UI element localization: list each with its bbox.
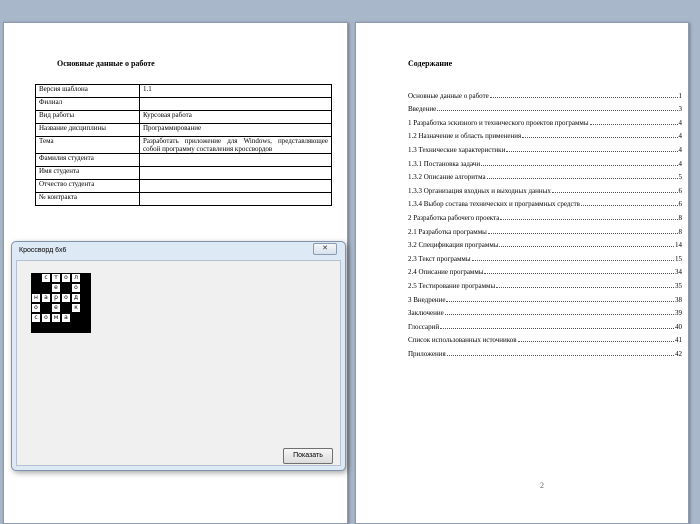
toc-entry-title: 1.3.3 Организация входных и выходных данных	[408, 186, 551, 195]
crossword-cell-blocked	[61, 323, 71, 333]
table-row	[36, 111, 332, 124]
toc-leader-dots	[506, 151, 677, 152]
toc-entry-title: Список использованных источников	[408, 336, 517, 345]
toc-entry[interactable]	[408, 290, 682, 304]
toc-entry[interactable]	[408, 263, 682, 277]
crossword-grid	[31, 273, 91, 333]
crossword-cell-blocked	[81, 273, 91, 283]
row-value	[140, 98, 332, 111]
toc-entry-page: 35	[675, 281, 682, 290]
row-label: Версия шаблона	[36, 85, 140, 98]
crossword-cell: о	[31, 303, 41, 313]
toc-entry[interactable]	[408, 195, 682, 209]
crossword-cell: е	[51, 283, 61, 293]
row-value	[140, 193, 332, 206]
crossword-cell: о	[71, 283, 81, 293]
toc-entry[interactable]	[408, 140, 682, 154]
crossword-cell-blocked	[31, 283, 41, 293]
toc-entry-page: 4	[678, 145, 682, 154]
row-label: Тема	[36, 137, 140, 154]
toc-leader-dots	[518, 341, 674, 342]
toc-entry-title: 1 Разработка эскизного и технического проектов программы	[408, 118, 589, 127]
crossword-cell: е	[51, 303, 61, 313]
row-label: Фамилия студента	[36, 154, 140, 167]
toc-entry-page: 39	[675, 309, 682, 318]
table-row	[36, 124, 332, 137]
toc-entry-title: 2.4 Описание программы	[408, 268, 484, 277]
toc-entry[interactable]	[408, 100, 682, 114]
toc-entry-title: 3 Внедрение	[408, 295, 446, 304]
crossword-cell-blocked	[61, 303, 71, 313]
close-button[interactable]: ✕	[313, 243, 337, 255]
row-label: Филиал	[36, 98, 140, 111]
crossword-cell-blocked	[81, 293, 91, 303]
crossword-cell: т	[51, 273, 61, 283]
crossword-cell-blocked	[81, 313, 91, 323]
crossword-cell: а	[41, 293, 51, 303]
row-value: Программирование	[140, 124, 332, 137]
toc-entry[interactable]	[408, 249, 682, 263]
crossword-cell-blocked	[81, 323, 91, 333]
toc-entry-title: 1.3.2 Описание алгоритма	[408, 173, 486, 182]
row-label: Вид работы	[36, 111, 140, 124]
toc-entry[interactable]	[408, 127, 682, 141]
toc-entry[interactable]	[408, 86, 682, 100]
toc-entry-page: 6	[678, 200, 682, 209]
toc-entry-title: 1.2 Назначение и область применения	[408, 132, 522, 141]
row-value: Курсовая работа	[140, 111, 332, 124]
toc-leader-dots	[496, 287, 674, 288]
toc-entry-title: Глоссарий	[408, 322, 440, 331]
toc-leader-dots	[499, 246, 674, 247]
toc-leader-dots	[490, 97, 678, 98]
crossword-cell: р	[51, 293, 61, 303]
crossword-cell: с	[41, 273, 51, 283]
crossword-cell-blocked	[41, 303, 51, 313]
row-label: Отчество студента	[36, 180, 140, 193]
page-number: 2	[540, 481, 544, 490]
toc-entry-title: 2 Разработка рабочего проекта	[408, 213, 500, 222]
toc-entry-page: 41	[675, 336, 682, 345]
toc-leader-dots	[487, 178, 678, 179]
dialog-content	[16, 260, 341, 466]
crossword-cell-blocked	[31, 323, 41, 333]
toc-leader-dots	[581, 205, 678, 206]
toc-entry-title: Основные данные о работе	[408, 91, 489, 100]
toc-leader-dots	[440, 328, 674, 329]
toc-entry-page: 34	[675, 268, 682, 277]
toc-leader-dots	[481, 165, 677, 166]
toc-entry[interactable]	[408, 113, 682, 127]
toc-entry-page: 4	[678, 159, 682, 168]
toc-entry-title: 2.3 Текст программы	[408, 254, 471, 263]
dialog-title: Кроссворд 6х6	[19, 247, 67, 254]
crossword-cell: а	[61, 313, 71, 323]
toc-entry[interactable]	[408, 331, 682, 345]
crossword-cell-blocked	[61, 283, 71, 293]
table-row	[36, 85, 332, 98]
toc-leader-dots	[484, 273, 674, 274]
toc-leader-dots	[590, 124, 678, 125]
toc-entry-title: 2.1 Разработка программы	[408, 227, 487, 236]
crossword-cell: м	[51, 313, 61, 323]
toc-entry-page: 4	[678, 118, 682, 127]
crossword-cell-blocked	[81, 303, 91, 313]
crossword-cell: л	[71, 273, 81, 283]
crossword-cell-blocked	[71, 323, 81, 333]
toc-entry-page: 6	[678, 186, 682, 195]
toc-entry[interactable]	[408, 344, 682, 358]
toc-entry[interactable]	[408, 304, 682, 318]
show-button[interactable]: Показать	[283, 448, 333, 464]
crossword-cell: о	[61, 273, 71, 283]
crossword-cell: о	[41, 313, 51, 323]
crossword-cell-blocked	[51, 323, 61, 333]
toc-entry[interactable]	[408, 168, 682, 182]
toc-entry-title: Введение	[408, 105, 437, 114]
row-value: Разработать приложение для Windows, представляющее собой программу составления кроссвордов	[140, 137, 332, 154]
toc-entry[interactable]	[408, 222, 682, 236]
toc-entry-page: 4	[678, 132, 682, 141]
table-row	[36, 154, 332, 167]
toc-entry-title: 1.3.1 Постановка задачи	[408, 159, 481, 168]
toc-leader-dots	[437, 110, 677, 111]
toc-entry-title: Приложения	[408, 349, 446, 358]
toc-leader-dots	[472, 260, 674, 261]
toc-entry-page: 38	[675, 295, 682, 304]
table-row	[36, 180, 332, 193]
toc-entry-title: 2.5 Тестирование программы	[408, 281, 496, 290]
row-value	[140, 180, 332, 193]
toc-entry-page: 1	[678, 91, 682, 100]
toc-entry-title: 1.3 Технические характеристики	[408, 145, 506, 154]
row-value	[140, 154, 332, 167]
document-page-right	[355, 22, 689, 524]
crossword-cell: о	[61, 293, 71, 303]
row-value	[140, 167, 332, 180]
toc-entry-title: Заключение	[408, 309, 444, 318]
toc-entry[interactable]	[408, 181, 682, 195]
crossword-cell-blocked	[41, 323, 51, 333]
toc-leader-dots	[500, 219, 677, 220]
toc-entry[interactable]	[408, 236, 682, 250]
toc-entry[interactable]	[408, 317, 682, 331]
crossword-cell: н	[31, 293, 41, 303]
table-row	[36, 167, 332, 180]
work-info-table	[35, 84, 332, 206]
crossword-cell-blocked	[41, 283, 51, 293]
row-label: Название дисциплины	[36, 124, 140, 137]
crossword-cell-blocked	[71, 313, 81, 323]
page-heading: Основные данные о работе	[57, 59, 155, 68]
toc-leader-dots	[552, 192, 678, 193]
toc-entry-page: 15	[675, 254, 682, 263]
toc-entry-page: 5	[678, 173, 682, 182]
table-of-contents	[408, 86, 682, 358]
toc-leader-dots	[488, 233, 678, 234]
row-value: 1.1	[140, 85, 332, 98]
toc-leader-dots	[522, 137, 677, 138]
crossword-cell-blocked	[31, 273, 41, 283]
toc-entry-title: 3.2 Спецификация программы	[408, 241, 499, 250]
table-row	[36, 137, 332, 154]
table-row	[36, 193, 332, 206]
crossword-cell: д	[71, 293, 81, 303]
toc-leader-dots	[446, 301, 674, 302]
crossword-dialog	[11, 241, 346, 471]
toc-entry[interactable]	[408, 208, 682, 222]
crossword-cell: к	[71, 303, 81, 313]
toc-entry-page: 40	[675, 322, 682, 331]
crossword-cell: с	[31, 313, 41, 323]
toc-entry-page: 8	[678, 227, 682, 236]
toc-entry[interactable]	[408, 276, 682, 290]
toc-entry-page: 42	[675, 349, 682, 358]
row-label: Имя студента	[36, 167, 140, 180]
toc-entry-page: 14	[675, 241, 682, 250]
row-label: № контракта	[36, 193, 140, 206]
crossword-cell-blocked	[81, 283, 91, 293]
toc-leader-dots	[447, 355, 674, 356]
toc-entry[interactable]	[408, 154, 682, 168]
toc-entry-page: 3	[678, 105, 682, 114]
toc-entry-title: 1.3.4 Выбор состава технических и программных средств	[408, 200, 580, 209]
toc-leader-dots	[445, 314, 674, 315]
toc-heading: Содержание	[408, 59, 453, 68]
toc-entry-page: 8	[678, 213, 682, 222]
table-row	[36, 98, 332, 111]
